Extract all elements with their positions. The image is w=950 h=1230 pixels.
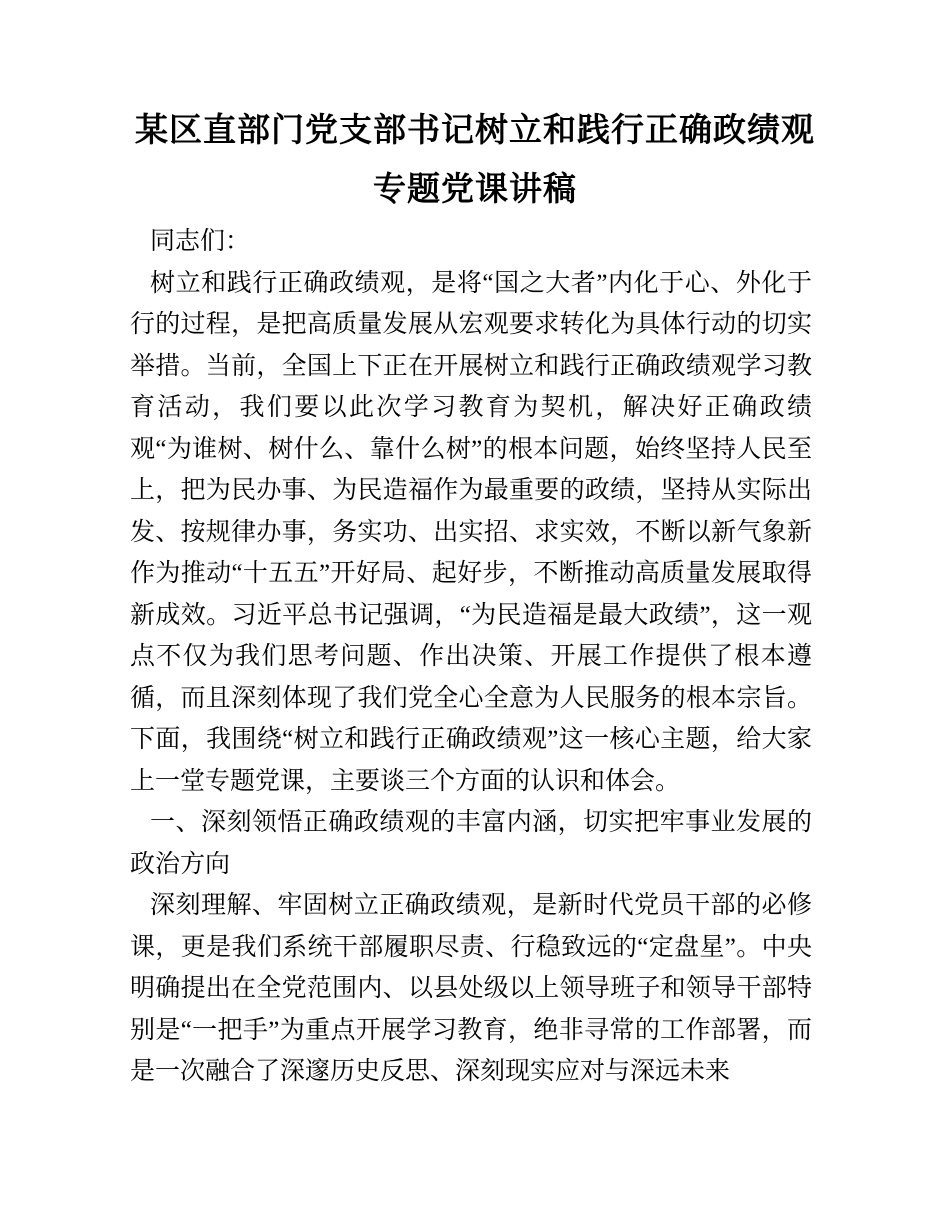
section-heading-1: 一、深刻领悟正确政绩观的丰富内涵，切实把牢事业发展的政治方向 (130, 809, 812, 878)
document-title-line-1: 某区直部门党支部书记树立和践行正确政绩观 (135, 111, 815, 148)
document-body (130, 221, 812, 1093)
intro-paragraph: 树立和践行正确政绩观，是将“国之大者”内化于心、外化于行的过程，是把高质量发展从宏观要求转化为具体行动的切实举措。当前，全国上下正在开展树立和践行正确政绩观学习教育活动，我们要以此次学习教育为契机，解决好正确政绩观“为谁树、树什么、靠什么树”的根本问题，始终坚持人民至上，把为民办事、为民造福作为最重要的政绩，坚持从实际出发、按规律办事，务实功、出实招、求实效，不断以新气象新作为推动“十五五”开好局、起好步，不断推动高质量发展取得新成效。习近平总书记强调，“为民造福是最大政绩”，这一观点不仅为我们思考问题、作出决策、开展工作提供了根本遵循，而且深刻体现了我们党全心全意为人民服务的根本宗旨。下面，我围绕“树立和践行正确政绩观”这一核心主题，给大家上一堂专题党课，主要谈三个方面的认识和体会。 (130, 269, 812, 795)
salutation-line: 同志们： (150, 228, 251, 255)
document-title-line-2: 专题党课讲稿 (373, 170, 577, 207)
section-1-paragraph: 深刻理解、牢固树立正确政绩观，是新时代党员干部的必修课，更是我们系统干部履职尽责、行稳致远的“定盘星”。中央明确提出在全党范围内、以县处级以上领导班子和领导干部特别是“一把手”为重点开展学习教育，绝非寻常的工作部署，而是一次融合了深邃历史反思、深刻现实应对与深远未来 (130, 892, 812, 1085)
document-title (0, 100, 950, 218)
